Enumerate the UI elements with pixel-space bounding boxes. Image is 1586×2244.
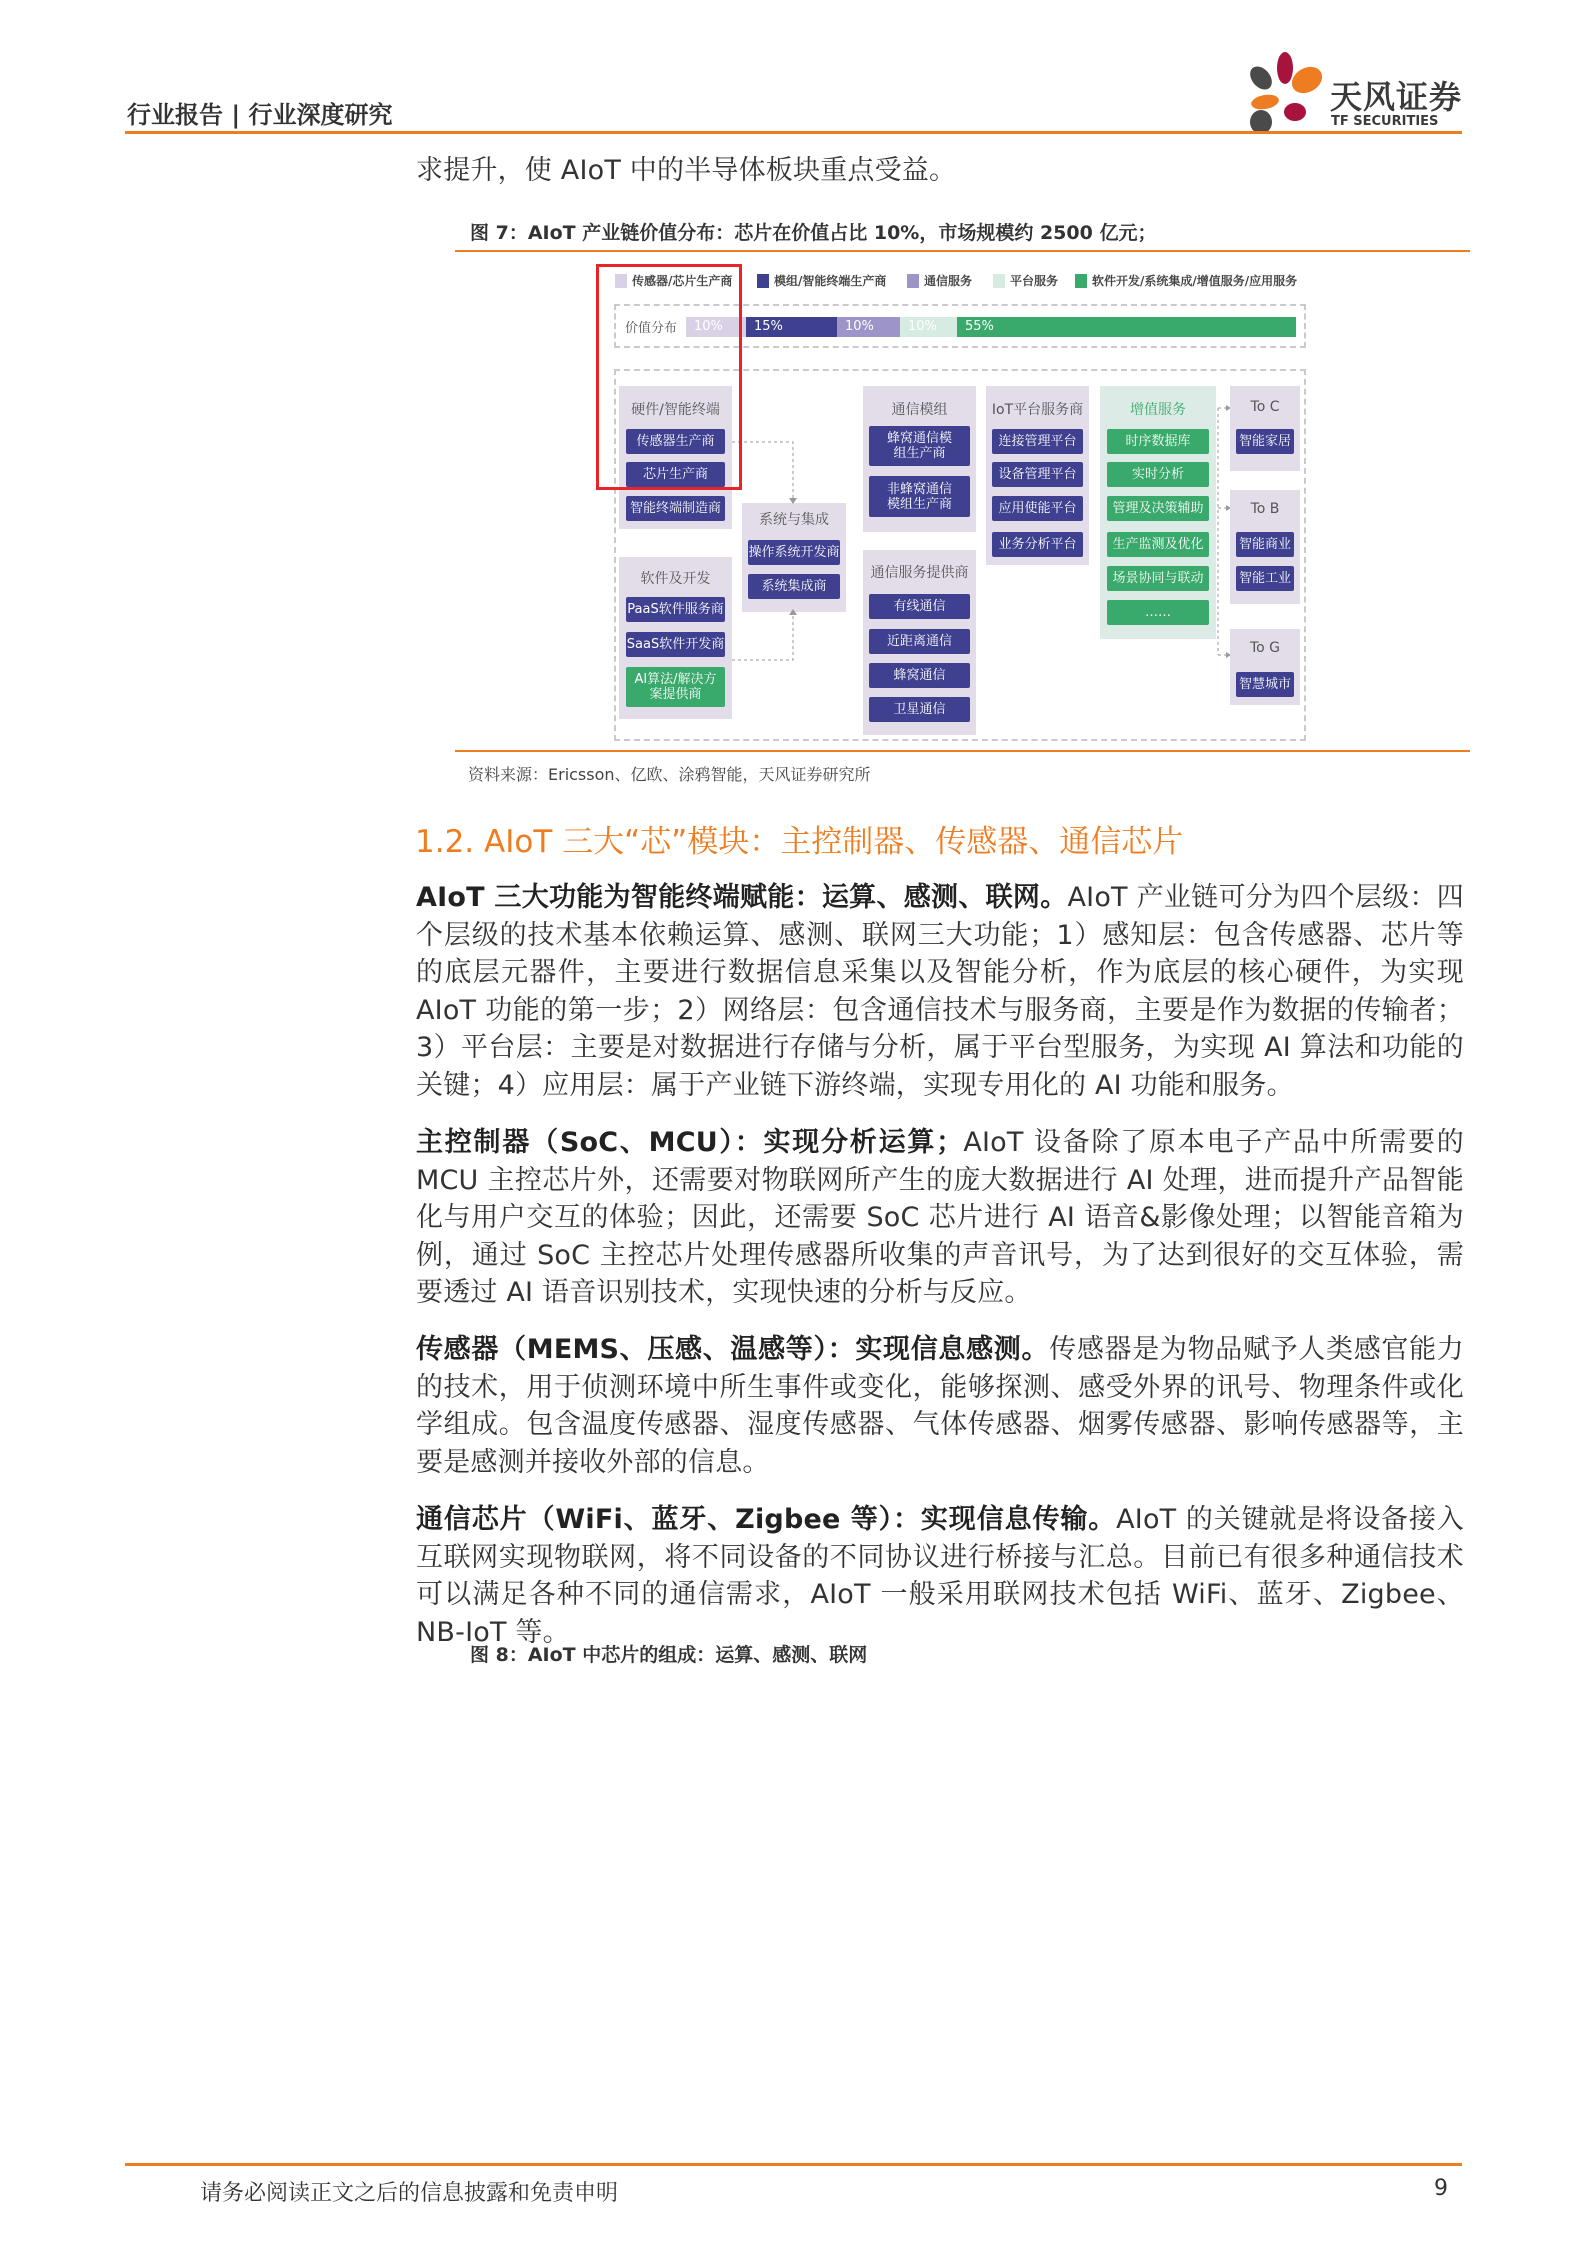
chain-item: PaaS软件服务商	[626, 597, 725, 622]
figure7-bottom-rule	[455, 750, 1470, 752]
to-g-panel	[1230, 629, 1300, 705]
legend-swatch	[1075, 274, 1087, 288]
value-segment-sensor: 10%	[686, 317, 746, 337]
figure8-title: 图 8：AIoT 中芯片的组成：运算、感测、联网	[470, 1644, 868, 1666]
chain-item: 传感器生产商	[626, 429, 725, 454]
paragraph-text: AIoT 的关键就是将设备接入互联网实现物联网，将不同设备的不同协议进行桥接与汇总。目前已有很多种通信技术可以满足各种不同的通信需求，AIoT 一般采用联网技术包括 WiFi、蓝牙、Zigbee、NB-IoT 等。	[416, 1504, 1464, 1648]
intro-line: 求提升，使 AIoT 中的半导体板块重点受益。	[416, 155, 957, 186]
chain-item: 智能工业	[1236, 566, 1294, 591]
chain-item: 非蜂窝通信模组生产商	[869, 476, 970, 517]
chain-item: 近距离通信	[869, 629, 970, 654]
legend-item	[757, 272, 886, 289]
chain-item: 设备管理平台	[992, 462, 1083, 487]
chain-item: 业务分析平台	[992, 532, 1083, 557]
header-divider	[125, 131, 1462, 134]
legend-label: 平台服务	[1010, 274, 1059, 288]
panel-title: To C	[1250, 399, 1280, 415]
panel-title: 系统与集成	[759, 512, 829, 528]
figure7-source: 资料来源：Ericsson、亿欧、涂鸦智能，天风证券研究所	[468, 765, 871, 784]
highlight-box	[596, 264, 742, 490]
paragraph-lead: 主控制器（SoC、MCU）：实现分析运算；	[416, 1127, 964, 1158]
value-segment-module: 15%	[746, 317, 837, 337]
chain-item: 时序数据库	[1107, 429, 1209, 454]
legend-swatch	[907, 274, 919, 288]
to-c-panel	[1230, 386, 1300, 471]
paragraph-text: 传感器是为物品赋予人类感官能力的技术，用于侦测环境中所生事件或变化，能够探测、感受外界的讯号、物理条件或化学组成。包含温度传感器、湿度传感器、气体传感器、烟雾传感器、影响传感器等，主要是感测并接收外部的信息。	[416, 1334, 1464, 1478]
figure7-title: 图 7：AIoT 产业链价值分布：芯片在价值占比 10%，市场规模约 2500 亿元；	[470, 222, 1157, 244]
comm-module-panel	[863, 386, 976, 532]
chain-item: 蜂窝通信模组生产商	[869, 426, 970, 466]
chain-item: 蜂窝通信	[869, 663, 970, 688]
chain-item: 操作系统开发商	[748, 540, 840, 565]
panel-title: IoT平台服务商	[991, 402, 1084, 418]
logo-flower-icon	[1245, 50, 1325, 135]
value-segment-comm: 10%	[837, 317, 900, 337]
paragraph-lead: 通信芯片（WiFi、蓝牙、Zigbee 等）：实现信息传输。	[416, 1504, 1117, 1535]
company-logo	[1245, 50, 1465, 135]
value-added-panel	[1100, 386, 1216, 639]
paragraph-text: AIoT 设备除了原本电子产品中所需要的 MCU 主控芯片外，还需要对物联网所产生的庞大数据进行 AI 处理，进而提升产品智能化与用户交互的体验；因此，还需要 SoC 芯片进行 AI 语音&影像处理；以智能音箱为例，通过 SoC 主控芯片处理传感器所收集的声音讯号，为了达到很好的交互体验，需要透过 AI 语音识别技术，实现快速的分析与反应。	[416, 1127, 1464, 1308]
chain-item: 芯片生产商	[626, 462, 725, 487]
chain-item: 管理及决策辅助	[1107, 496, 1209, 521]
legend-item	[907, 272, 972, 289]
comm-service-panel	[863, 550, 976, 735]
logo-en-text: TF SECURITIES	[1331, 114, 1439, 129]
chain-item: ……	[1107, 600, 1209, 625]
paragraph-lead: AIoT 三大功能为智能终端赋能：运算、感测、联网。	[416, 882, 1068, 913]
section-heading: 1.2. AIoT 三大“芯”模块：主控制器、传感器、通信芯片	[415, 824, 1184, 860]
panel-title: 通信模组	[891, 402, 948, 418]
chain-item: 生产监测及优化	[1107, 532, 1209, 557]
legend-swatch	[757, 274, 769, 288]
chain-item: SaaS软件开发商	[626, 632, 725, 657]
paragraph	[416, 1124, 1464, 1312]
figure7-top-rule	[455, 250, 1470, 252]
legend-label: 模组/智能终端生产商	[774, 274, 887, 288]
chain-item: 智能终端制造商	[626, 496, 725, 521]
iot-platform-panel	[986, 386, 1089, 565]
legend-label: 传感器/芯片生产商	[632, 274, 733, 288]
footer-disclaimer: 请务必阅读正文之后的信息披露和免责申明	[200, 2181, 619, 2206]
legend-item	[1075, 272, 1297, 289]
paragraph	[416, 1501, 1464, 1651]
legend-label: 软件开发/系统集成/增值服务/应用服务	[1092, 274, 1298, 288]
legend-label: 通信服务	[924, 274, 973, 288]
chain-item: 智能商业	[1236, 532, 1294, 557]
chain-item: 智慧城市	[1236, 672, 1294, 697]
chain-item: 连接管理平台	[992, 429, 1083, 454]
value-segment-platform: 10%	[900, 317, 957, 337]
legend-swatch	[993, 274, 1005, 288]
panel-title: 增值服务	[1130, 402, 1186, 418]
value-label: 价值分布	[625, 321, 678, 336]
panel-title: 通信服务提供商	[870, 565, 969, 581]
panel-title: 软件及开发	[640, 571, 711, 587]
value-segment-software: 55%	[957, 317, 1296, 337]
chain-item: 卫星通信	[869, 697, 970, 722]
paragraph-lead: 传感器（MEMS、压感、温感等）：实现信息感测。	[416, 1334, 1050, 1365]
paragraph	[416, 1331, 1464, 1481]
paragraph-text: AIoT 产业链可分为四个层级：四个层级的技术基本依赖运算、感测、联网三大功能；1）感知层：包含传感器、芯片等的底层元器件，主要进行数据信息采集以及智能分析，作为底层的核心硬件，为实现 AIoT 功能的第一步；2）网络层：包含通信技术与服务商，主要是作为数据的传输者；3）平台层：主要是对数据进行存储与分析，属于平台型服务，为实现 AI 算法和功能的关键；4）应用层：属于产业链下游终端，实现专用化的 AI 功能和服务。	[416, 882, 1464, 1101]
panel-title: To G	[1249, 640, 1281, 656]
footer-divider	[125, 2163, 1462, 2166]
chain-item: 实时分析	[1107, 462, 1209, 487]
logo-cn-text: 天风证券	[1330, 78, 1463, 116]
chain-item: 智能家居	[1236, 429, 1294, 454]
chain-item: AI算法/解决方案提供商	[626, 667, 725, 707]
page-number: 9	[1434, 2176, 1448, 2201]
to-b-panel	[1230, 490, 1300, 604]
chain-item: 系统集成商	[748, 574, 840, 599]
chain-item: 场景协同与联动	[1107, 566, 1209, 591]
chain-item: 应用使能平台	[992, 496, 1083, 521]
legend-item	[993, 272, 1058, 289]
panel-title: To B	[1250, 501, 1280, 517]
panel-title: 硬件/智能终端	[631, 402, 720, 418]
report-category: 行业报告 | 行业深度研究	[127, 101, 393, 129]
paragraph	[416, 879, 1464, 1104]
chain-item: 有线通信	[869, 594, 970, 619]
